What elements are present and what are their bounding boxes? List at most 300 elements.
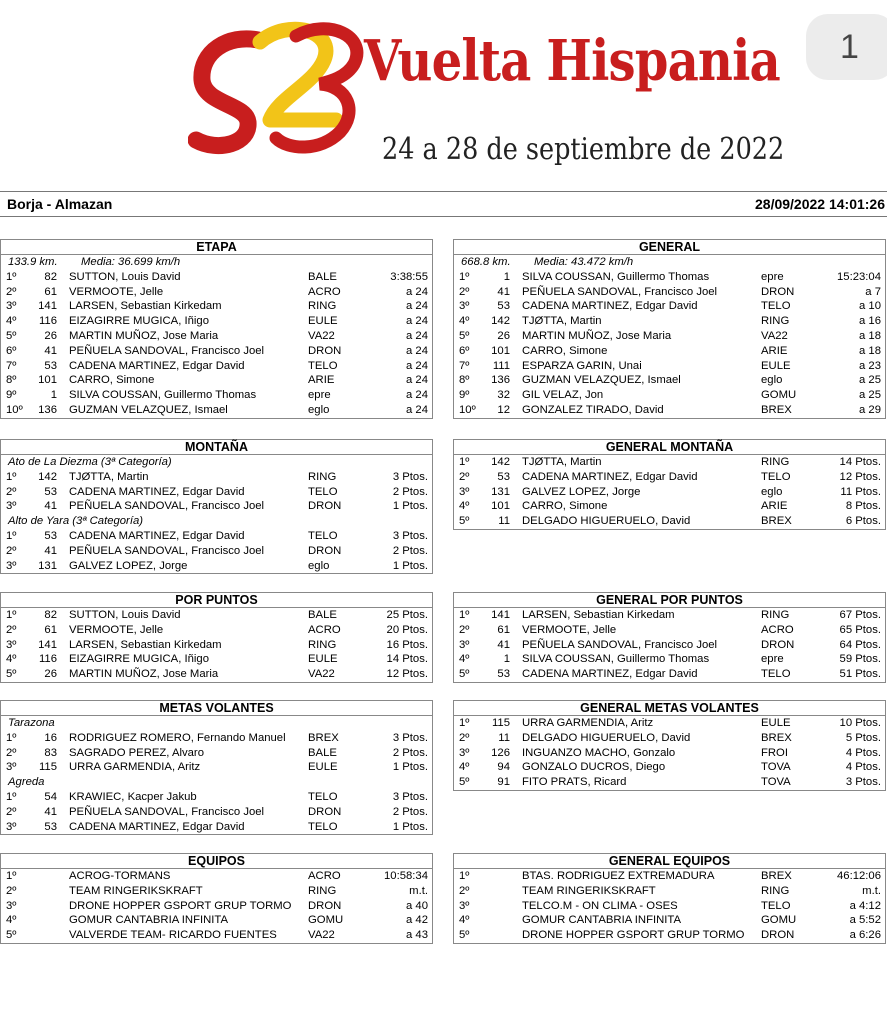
result-cell: a 24	[406, 344, 428, 357]
bib-cell	[481, 928, 522, 943]
table-row	[1, 820, 432, 835]
bib-cell: 1	[503, 270, 510, 283]
name-cell: GUZMAN VELAZQUEZ, Ismael	[522, 374, 681, 387]
stage-header	[0, 191, 887, 217]
name-cell: CARRO, Simone	[522, 500, 608, 513]
table-row	[1, 499, 432, 514]
bib-cell: 53	[44, 359, 57, 372]
team-cell: DRON	[308, 500, 342, 513]
name-cell: MARTIN MUÑOZ, Jose Maria	[69, 329, 219, 342]
result-cell: 12 Ptos.	[386, 668, 428, 681]
stage-distance: 133.9 km.	[8, 256, 58, 268]
name-cell: CADENA MARTINEZ, Edgar David	[69, 359, 245, 372]
table-row	[454, 514, 885, 529]
panel-title: GENERAL EQUIPOS	[453, 853, 886, 868]
bib-cell: 142	[491, 315, 510, 328]
name-cell: VERMOOTE, Jelle	[69, 285, 164, 298]
name-cell: KRAWIEC, Kacper Jakub	[69, 790, 197, 803]
team-cell: BREX	[761, 515, 792, 528]
bib-cell	[28, 869, 69, 884]
name-cell: SUTTON, Louis David	[69, 609, 181, 621]
rank-cell: 4º	[459, 653, 470, 666]
bib-cell: 53	[44, 529, 57, 542]
rank-cell: 7º	[459, 359, 470, 372]
team-cell: ARIE	[308, 374, 335, 387]
team-cell: RING	[308, 470, 337, 483]
stage-meta	[1, 255, 432, 270]
bib-cell: 53	[44, 820, 57, 833]
bib-cell: 82	[44, 270, 57, 283]
name-cell: VERMOOTE, Jelle	[522, 623, 617, 636]
table-row	[1, 299, 432, 314]
name-cell: TELCO.M - ON CLIMA - OSES	[522, 899, 678, 912]
puntos-panel	[0, 592, 433, 683]
sprint-label: Tarazona	[8, 717, 55, 729]
page-number-badge: 1	[806, 14, 887, 80]
table-row	[1, 652, 432, 667]
rank-cell: 3º	[6, 500, 17, 513]
bib-cell: 141	[491, 609, 510, 621]
table-row	[1, 285, 432, 300]
rank-cell: 5º	[459, 668, 470, 681]
bib-cell: 61	[497, 623, 510, 636]
rank-cell: 5º	[459, 776, 470, 789]
name-cell: ACROG-TORMANS	[69, 870, 171, 882]
result-cell: 67 Ptos.	[839, 609, 881, 621]
table-row	[454, 746, 885, 761]
bib-cell	[481, 899, 522, 914]
climb-label: Ato de La Diezma (3ª Categoría)	[8, 456, 172, 468]
race-dates: 24 a 28 de septiembre de 2022	[382, 132, 785, 167]
bib-cell: 101	[491, 500, 510, 513]
rank-cell: 1º	[6, 870, 17, 882]
general-metas-table	[453, 715, 886, 791]
s23-logo-mark	[188, 12, 366, 182]
team-cell: TELO	[308, 790, 338, 803]
metas-panel	[0, 700, 433, 835]
bib-cell: 82	[44, 609, 57, 621]
team-cell: GOMU	[308, 914, 344, 927]
result-cell: 65 Ptos.	[839, 623, 881, 636]
table-row	[1, 544, 432, 559]
team-cell: VA22	[308, 329, 335, 342]
rank-cell: 5º	[6, 329, 17, 342]
name-cell: DRONE HOPPER GSPORT GRUP TORMO	[522, 929, 745, 942]
name-cell: GUZMAN VELAZQUEZ, Ismael	[69, 403, 228, 416]
team-cell: DRON	[308, 344, 342, 357]
table-row	[1, 470, 432, 485]
bib-cell: 61	[44, 623, 57, 636]
table-row	[454, 359, 885, 374]
team-cell: EULE	[308, 761, 338, 774]
table-row	[454, 899, 885, 914]
table-row	[1, 667, 432, 682]
table-row	[1, 529, 432, 544]
name-cell: GALVEZ LOPEZ, Jorge	[69, 559, 188, 572]
team-cell: RING	[308, 300, 337, 313]
general-panel	[453, 239, 886, 419]
result-cell: 51 Ptos.	[839, 668, 881, 681]
team-cell: BREX	[761, 870, 792, 882]
table-row	[454, 499, 885, 514]
bib-cell: 41	[497, 638, 510, 651]
name-cell: PEÑUELA SANDOVAL, Francisco Joel	[522, 638, 718, 651]
name-cell: CADENA MARTINEZ, Edgar David	[69, 820, 245, 833]
name-cell: ESPARZA GARIN, Unai	[522, 359, 642, 372]
bib-cell: 116	[38, 315, 57, 328]
bib-cell: 16	[44, 731, 57, 744]
bib-cell: 131	[491, 485, 510, 498]
name-cell: LARSEN, Sebastian Kirkedam	[69, 638, 222, 651]
result-cell: 25 Ptos.	[386, 609, 428, 621]
table-row	[1, 485, 432, 500]
bib-cell: 12	[497, 403, 510, 416]
result-cell: 2 Ptos.	[392, 746, 428, 759]
bib-cell: 53	[497, 470, 510, 483]
result-cell: a 4:12	[849, 899, 881, 912]
name-cell: PEÑUELA SANDOVAL, Francisco Joel	[69, 544, 265, 557]
table-row	[454, 299, 885, 314]
bib-cell: 53	[44, 485, 57, 498]
table-row	[1, 899, 432, 914]
table-row	[1, 913, 432, 928]
team-cell: eglo	[761, 374, 783, 387]
rank-cell: 4º	[6, 653, 17, 666]
rank-cell: 2º	[6, 884, 17, 897]
rank-cell: 4º	[459, 761, 470, 774]
rank-cell: 5º	[6, 668, 17, 681]
panel-title: GENERAL POR PUNTOS	[453, 592, 886, 607]
panel-title: EQUIPOS	[0, 853, 433, 868]
name-cell: PEÑUELA SANDOVAL, Francisco Joel	[69, 500, 265, 513]
general-puntos-table	[453, 607, 886, 683]
name-cell: CARRO, Simone	[69, 374, 155, 387]
team-cell: RING	[761, 456, 790, 468]
table-row	[1, 344, 432, 359]
rank-cell: 1º	[6, 529, 17, 542]
result-cell: 3:38:55	[390, 270, 428, 283]
name-cell: DRONE HOPPER GSPORT GRUP TORMO	[69, 899, 292, 912]
team-cell: TOVA	[761, 761, 791, 774]
team-cell: TELO	[308, 529, 338, 542]
table-row	[1, 869, 432, 884]
name-cell: SILVA COUSSAN, Guillermo Thomas	[522, 653, 710, 666]
bib-cell: 101	[38, 374, 57, 387]
result-cell: 12 Ptos.	[839, 470, 881, 483]
name-cell: CADENA MARTINEZ, Edgar David	[69, 485, 245, 498]
result-cell: a 24	[406, 285, 428, 298]
team-cell: VA22	[761, 329, 788, 342]
result-cell: a 24	[406, 329, 428, 342]
team-cell: RING	[308, 638, 337, 651]
team-cell: DRON	[761, 638, 795, 651]
bib-cell: 136	[38, 403, 57, 416]
rank-cell: 1º	[459, 870, 470, 882]
name-cell: INGUANZO MACHO, Gonzalo	[522, 746, 676, 759]
rank-cell: 2º	[6, 805, 17, 818]
table-row	[454, 869, 885, 884]
rank-cell: 9º	[6, 389, 17, 402]
bib-cell	[28, 899, 69, 914]
bib-cell: 41	[497, 285, 510, 298]
rank-cell: 10º	[6, 403, 23, 416]
panel-title: MONTAÑA	[0, 439, 433, 454]
result-cell: 2 Ptos.	[392, 805, 428, 818]
rank-cell: 6º	[6, 344, 17, 357]
table-row	[1, 746, 432, 761]
result-cell: 3 Ptos.	[392, 790, 428, 803]
team-cell: eglo	[761, 485, 783, 498]
result-cell: 16 Ptos.	[386, 638, 428, 651]
team-cell: eglo	[308, 559, 330, 572]
result-cell: a 24	[406, 389, 428, 402]
table-row	[454, 270, 885, 285]
table-row	[454, 638, 885, 653]
team-cell: GOMU	[761, 389, 797, 402]
bib-cell	[481, 913, 522, 928]
result-cell: a 24	[406, 315, 428, 328]
result-cell: m.t.	[409, 884, 428, 897]
name-cell: CARRO, Simone	[522, 344, 608, 357]
bib-cell: 136	[491, 374, 510, 387]
bib-cell: 111	[492, 359, 510, 372]
team-cell: DRON	[308, 899, 342, 912]
team-cell: epre	[761, 653, 784, 666]
rank-cell: 1º	[459, 456, 470, 468]
bib-cell: 115	[491, 717, 510, 729]
name-cell: GIL VELAZ, Jon	[522, 389, 604, 402]
name-cell: SILVA COUSSAN, Guillermo Thomas	[69, 389, 257, 402]
table-row	[1, 314, 432, 329]
table-row	[454, 344, 885, 359]
rank-cell: 1º	[6, 790, 17, 803]
result-cell: 3 Ptos.	[392, 731, 428, 744]
result-cell: a 6:26	[849, 929, 881, 942]
table-row	[1, 359, 432, 374]
rank-cell: 2º	[459, 285, 470, 298]
name-cell: SAGRADO PEREZ, Alvaro	[69, 746, 204, 759]
stage-route: Borja - Almazan	[7, 196, 113, 212]
team-cell: BALE	[308, 746, 337, 759]
bib-cell	[28, 884, 69, 899]
rank-cell: 5º	[459, 515, 470, 528]
name-cell: PEÑUELA SANDOVAL, Francisco Joel	[522, 285, 718, 298]
team-cell: FROI	[761, 746, 788, 759]
team-cell: BREX	[761, 403, 792, 416]
rank-cell: 2º	[6, 746, 17, 759]
table-row	[454, 716, 885, 731]
result-cell: a 24	[406, 359, 428, 372]
name-cell: MARTIN MUÑOZ, Jose Maria	[69, 668, 219, 681]
bib-cell: 11	[498, 515, 510, 528]
bib-cell: 142	[38, 470, 57, 483]
name-cell: RODRIGUEZ ROMERO, Fernando Manuel	[69, 731, 286, 744]
team-cell: RING	[308, 884, 337, 897]
panel-title: METAS VOLANTES	[0, 700, 433, 715]
team-cell: DRON	[308, 805, 342, 818]
name-cell: CADENA MARTINEZ, Edgar David	[522, 668, 698, 681]
table-row	[454, 731, 885, 746]
name-cell: EIZAGIRRE MUGICA, Iñigo	[69, 653, 209, 666]
result-cell: 14 Ptos.	[386, 653, 428, 666]
rank-cell: 2º	[459, 731, 470, 744]
name-cell: LARSEN, Sebastian Kirkedam	[69, 300, 222, 313]
table-row	[454, 388, 885, 403]
result-cell: 64 Ptos.	[839, 638, 881, 651]
result-cell: a 24	[406, 403, 428, 416]
general-meta	[454, 255, 885, 270]
result-cell: a 25	[859, 374, 881, 387]
rank-cell: 4º	[459, 315, 470, 328]
bib-cell: 141	[38, 300, 57, 313]
rank-cell: 3º	[6, 761, 17, 774]
name-cell: TEAM RINGERIKSKRAFT	[69, 884, 203, 897]
result-cell: 6 Ptos.	[845, 515, 881, 528]
team-cell: TELO	[761, 899, 791, 912]
rank-cell: 3º	[459, 746, 470, 759]
general-average: Media: 43.472 km/h	[534, 256, 634, 268]
result-cell: 20 Ptos.	[386, 623, 428, 636]
bib-cell: 41	[44, 500, 57, 513]
team-cell: EULE	[761, 359, 791, 372]
name-cell: VALVERDE TEAM- RICARDO FUENTES	[69, 929, 277, 942]
table-row	[454, 760, 885, 775]
team-cell: TELO	[308, 820, 338, 833]
result-cell: a 16	[859, 315, 881, 328]
rank-cell: 3º	[459, 638, 470, 651]
rank-cell: 4º	[6, 315, 17, 328]
name-cell: DELGADO HIGUERUELO, David	[522, 515, 691, 528]
team-cell: RING	[761, 609, 790, 621]
rank-cell: 2º	[459, 623, 470, 636]
rank-cell: 3º	[6, 638, 17, 651]
team-cell: TELO	[761, 300, 791, 313]
table-row	[1, 403, 432, 418]
general-montana-panel	[453, 439, 886, 530]
table-row	[1, 329, 432, 344]
table-row	[1, 638, 432, 653]
result-cell: a 18	[859, 344, 881, 357]
team-cell: TELO	[761, 668, 791, 681]
result-cell: m.t.	[862, 884, 881, 897]
rank-cell: 1º	[6, 731, 17, 744]
name-cell: GOMUR CANTABRIA INFINITA	[69, 914, 228, 927]
climb-label: Alto de Yara (3ª Categoría)	[8, 515, 144, 528]
rank-cell: 4º	[6, 914, 17, 927]
race-logo	[188, 12, 785, 182]
table-row	[454, 329, 885, 344]
rank-cell: 5º	[6, 929, 17, 942]
bib-cell: 26	[497, 329, 510, 342]
team-cell: TELO	[308, 359, 338, 372]
bib-cell: 32	[497, 389, 510, 402]
team-cell: ARIE	[761, 500, 788, 513]
panel-title: POR PUNTOS	[0, 592, 433, 607]
result-cell: 11 Ptos.	[840, 485, 881, 498]
result-cell: 4 Ptos.	[845, 761, 881, 774]
rank-cell: 5º	[459, 329, 470, 342]
name-cell: URRA GARMENDIA, Aritz	[69, 761, 201, 774]
team-cell: DRON	[308, 544, 342, 557]
result-cell: 10:58:34	[384, 870, 428, 882]
name-cell: CADENA MARTINEZ, Edgar David	[522, 470, 698, 483]
bib-cell: 116	[38, 653, 57, 666]
rank-cell: 9º	[459, 389, 470, 402]
table-row	[1, 790, 432, 805]
rank-cell: 4º	[459, 500, 470, 513]
metas-table	[0, 715, 433, 835]
table-row	[454, 314, 885, 329]
rank-cell: 7º	[6, 359, 17, 372]
name-cell: PEÑUELA SANDOVAL, Francisco Joel	[69, 805, 265, 818]
name-cell: CADENA MARTINEZ, Edgar David	[522, 300, 698, 313]
team-cell: TOVA	[761, 776, 791, 789]
name-cell: TEAM RINGERIKSKRAFT	[522, 884, 656, 897]
table-row	[454, 403, 885, 418]
team-cell: BREX	[761, 731, 792, 744]
general-equipos-panel	[453, 853, 886, 944]
bib-cell: 115	[38, 761, 57, 774]
table-row	[454, 928, 885, 943]
rank-cell: 2º	[459, 470, 470, 483]
table-row	[454, 667, 885, 682]
name-cell: VERMOOTE, Jelle	[69, 623, 164, 636]
rank-cell: 1º	[6, 270, 17, 283]
rank-cell: 3º	[6, 820, 17, 833]
general-montana-table	[453, 454, 886, 530]
name-cell: CADENA MARTINEZ, Edgar David	[69, 529, 245, 542]
bib-cell	[28, 928, 69, 943]
bib-cell: 141	[38, 638, 57, 651]
equipos-panel	[0, 853, 433, 944]
team-cell: EULE	[308, 653, 338, 666]
bib-cell: 126	[491, 746, 510, 759]
table-row	[454, 775, 885, 790]
result-cell: 1 Ptos.	[392, 500, 428, 513]
bib-cell: 54	[44, 790, 57, 803]
team-cell: RING	[761, 884, 790, 897]
result-cell: 1 Ptos.	[392, 761, 428, 774]
team-cell: ARIE	[761, 344, 788, 357]
rank-cell: 3º	[6, 559, 17, 572]
result-cell: 1 Ptos.	[392, 559, 428, 572]
result-cell: 14 Ptos.	[839, 456, 881, 468]
result-cell: a 43	[406, 929, 428, 942]
rank-cell: 8º	[6, 374, 17, 387]
rank-cell: 8º	[459, 374, 470, 387]
rank-cell: 1º	[459, 609, 470, 621]
name-cell: BTAS. RODRIGUEZ EXTREMADURA	[522, 870, 715, 882]
result-cell: a 29	[859, 403, 881, 416]
bib-cell: 41	[44, 344, 57, 357]
result-cell: a 24	[406, 300, 428, 313]
result-cell: a 7	[865, 285, 881, 298]
team-cell: epre	[761, 270, 784, 283]
team-cell: BREX	[308, 731, 339, 744]
rank-cell: 3º	[459, 300, 470, 313]
bib-cell: 26	[44, 329, 57, 342]
result-cell: 3 Ptos.	[392, 529, 428, 542]
bib-cell	[481, 884, 522, 899]
table-row	[454, 455, 885, 470]
general-table	[453, 254, 886, 419]
name-cell: SUTTON, Louis David	[69, 270, 181, 283]
bib-cell: 11	[498, 731, 510, 744]
name-cell: GONZALO DUCROS, Diego	[522, 761, 666, 774]
etapa-panel	[0, 239, 433, 419]
result-cell: 10 Ptos.	[839, 717, 881, 729]
bib-cell: 53	[497, 668, 510, 681]
